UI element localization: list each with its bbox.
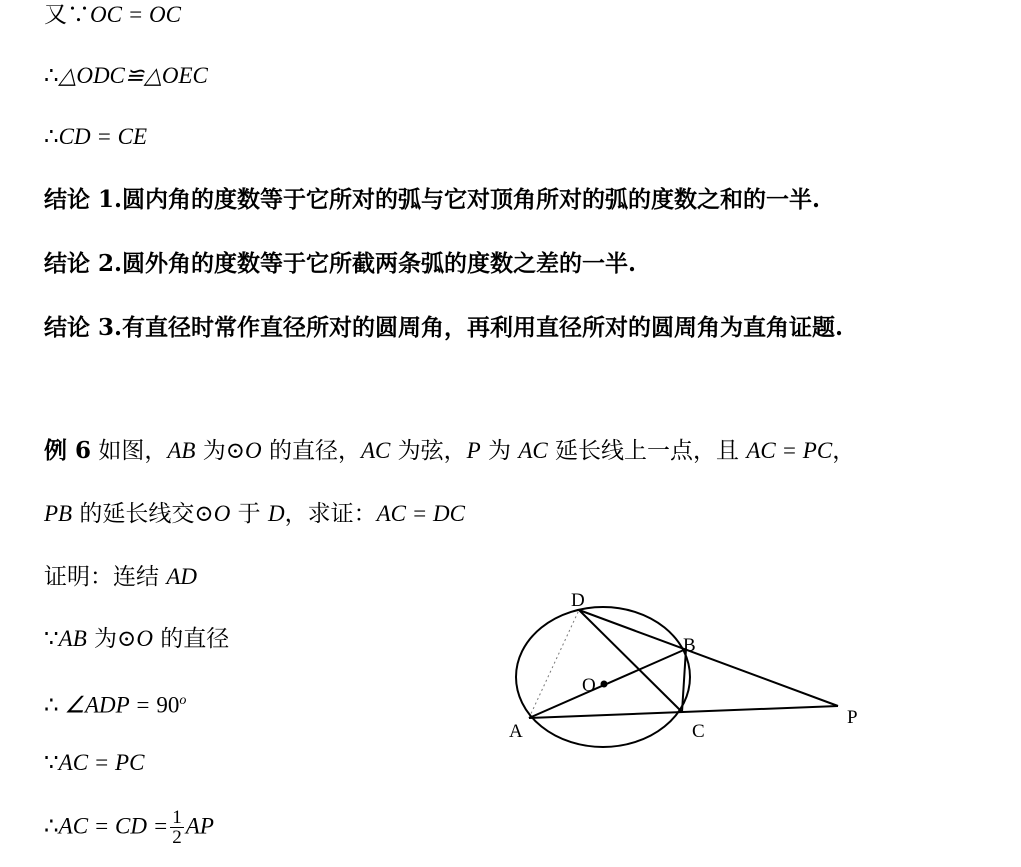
proof-step-ac-pc bbox=[44, 748, 144, 778]
proof-math: O bbox=[136, 626, 153, 651]
line-math: △ODC≌△OEC bbox=[58, 63, 208, 88]
conclusion-1: 结论 1.圆内角的度数等于它所对的弧与它对顶角所对的弧的度数之和的一半. bbox=[44, 186, 821, 213]
example-text: 如图， bbox=[98, 438, 168, 464]
fraction-denominator: 2 bbox=[172, 827, 182, 848]
chord-ad-dotted bbox=[529, 610, 579, 718]
example-text: 的直径， bbox=[261, 438, 361, 464]
conclusion-2: 结论 2.圆外角的度数等于它所截两条弧的度数之差的一半. bbox=[44, 250, 637, 277]
segment-dc bbox=[579, 610, 682, 712]
example-math: PB bbox=[44, 501, 73, 526]
example-text: 为⊙ bbox=[195, 438, 246, 464]
segment-ap bbox=[529, 706, 838, 718]
center-point-o bbox=[601, 681, 608, 688]
proof-text: 为⊙ bbox=[86, 626, 137, 652]
proof-math: ∠ADP = bbox=[64, 692, 157, 718]
example-text: 的延长线交⊙ bbox=[72, 501, 214, 527]
example-math: AC bbox=[518, 438, 548, 463]
line-prefix: 又∵ bbox=[44, 2, 90, 28]
fraction-one-half bbox=[170, 808, 184, 847]
proof-line-cd-ce bbox=[44, 122, 147, 152]
label-a: A bbox=[509, 721, 523, 742]
geometry-figure bbox=[500, 585, 880, 755]
proof-step-right-angle bbox=[44, 686, 186, 721]
proof-step-conclusion bbox=[44, 808, 214, 847]
proof-math: AC = PC bbox=[58, 750, 145, 775]
example-math: AB bbox=[167, 438, 196, 463]
proof-step-connect bbox=[44, 562, 197, 592]
example-math: O bbox=[245, 438, 262, 463]
degree-mark: o bbox=[179, 693, 187, 708]
proof-text: 的直径 bbox=[152, 626, 230, 652]
example-text: 于 bbox=[230, 501, 268, 527]
example-6-line-2 bbox=[44, 499, 465, 529]
proof-prefix: ∵ bbox=[44, 750, 59, 775]
example-math: AC = PC bbox=[746, 438, 833, 463]
proof-math: AB bbox=[58, 626, 87, 651]
proof-line-oc-equal bbox=[44, 0, 181, 30]
label-c: C bbox=[692, 721, 705, 742]
example-text: 延长线上一点，且 bbox=[547, 438, 747, 464]
proof-prefix: ∴ bbox=[44, 692, 65, 718]
line-math: OC = OC bbox=[90, 2, 181, 27]
label-d: D bbox=[571, 590, 585, 611]
example-text: 为 bbox=[480, 438, 519, 464]
label-b: B bbox=[683, 635, 696, 656]
example-math: P bbox=[466, 438, 481, 463]
proof-line-congruent bbox=[44, 61, 208, 91]
label-p: P bbox=[847, 707, 858, 728]
proof-text: 证明：连结 bbox=[44, 564, 167, 590]
proof-value: 90 bbox=[156, 692, 180, 718]
example-math: O bbox=[213, 501, 231, 526]
example-text: 为弦， bbox=[390, 438, 467, 464]
example-label: 例 6 bbox=[44, 437, 92, 464]
proof-prefix: ∵ bbox=[44, 626, 59, 651]
line-prefix: ∴ bbox=[44, 63, 59, 88]
example-math: D bbox=[267, 501, 285, 526]
proof-step-diameter bbox=[44, 624, 229, 654]
conclusion-3: 结论 3.有直径时常作直径所对的圆周角，再利用直径所对的圆周角为直角证题. bbox=[44, 314, 844, 341]
proof-math: AC = CD = bbox=[58, 813, 169, 839]
line-math: CD = CE bbox=[58, 124, 148, 149]
example-math: AC bbox=[360, 438, 391, 463]
fraction-numerator: 1 bbox=[172, 807, 182, 828]
example-6-line-1 bbox=[44, 436, 855, 466]
segment-dp bbox=[579, 610, 838, 706]
proof-math: AP bbox=[185, 813, 214, 839]
example-text: ， bbox=[832, 438, 856, 464]
circle-o bbox=[516, 607, 690, 747]
proof-math: AD bbox=[166, 564, 197, 589]
label-o: O bbox=[582, 675, 596, 696]
example-text: ，求证： bbox=[284, 501, 377, 527]
example-math: AC = DC bbox=[376, 501, 465, 526]
line-prefix: ∴ bbox=[44, 124, 59, 149]
segment-ab bbox=[529, 649, 686, 718]
proof-prefix: ∴ bbox=[44, 813, 59, 839]
